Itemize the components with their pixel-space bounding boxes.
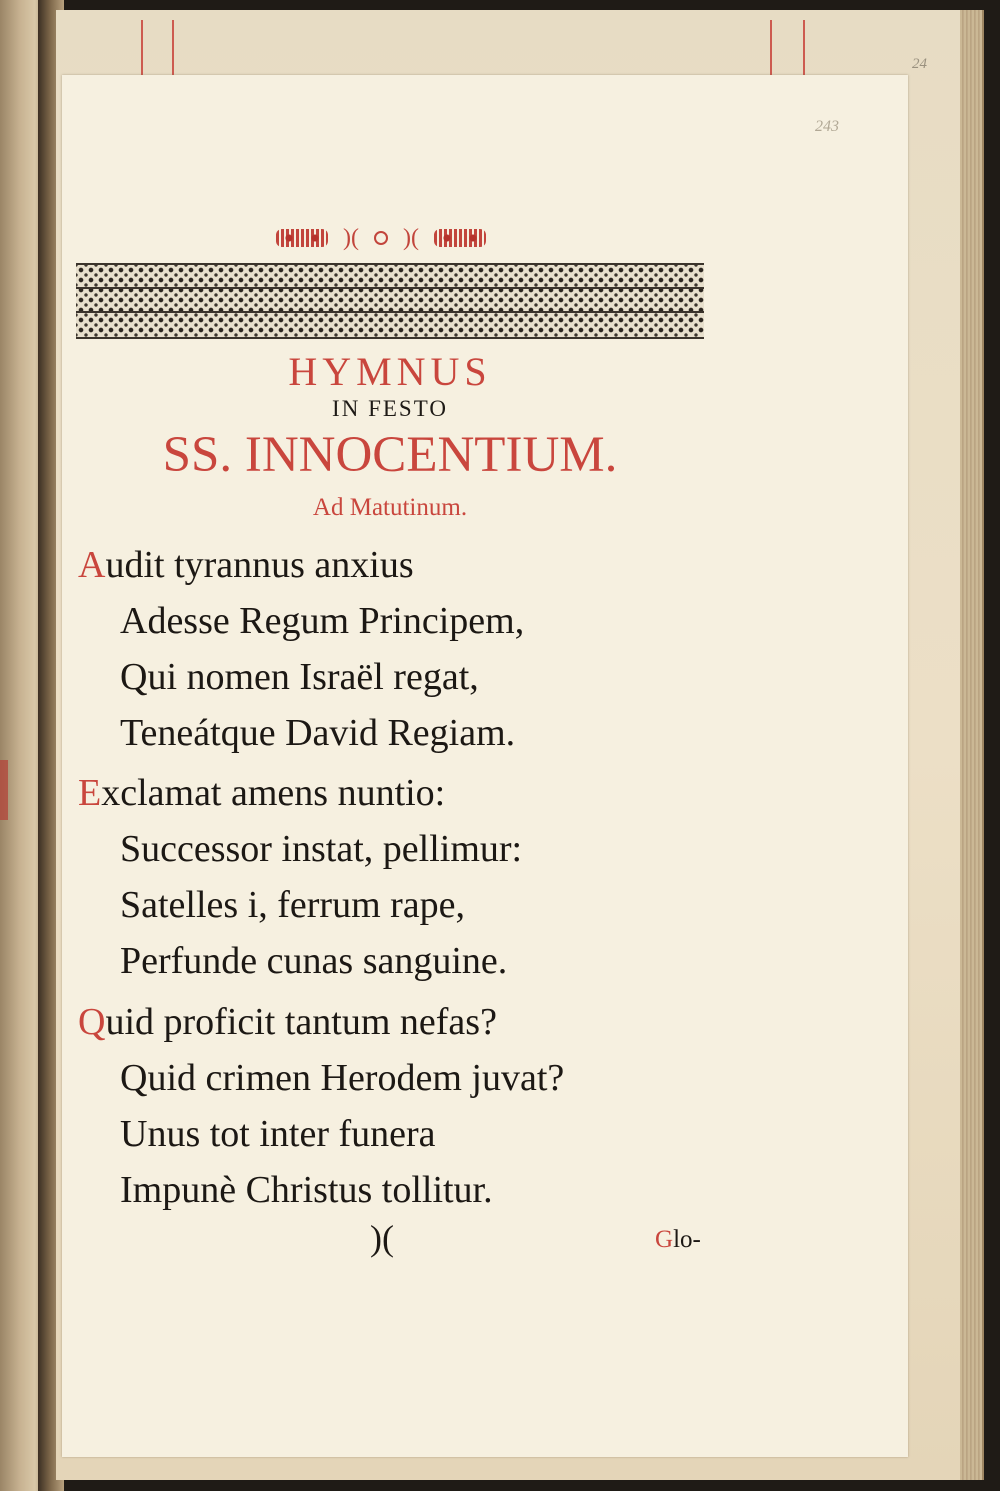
heading-hymnus: HYMNUS xyxy=(288,349,492,394)
margin-rule-left-1 xyxy=(141,20,143,78)
margin-rule-right-2 xyxy=(803,20,805,78)
ornament-block-left xyxy=(276,229,328,247)
ornament-block-right xyxy=(434,229,486,247)
heading-innocentium: SS. INNOCENTIUM. xyxy=(162,427,618,483)
red-initial: Q xyxy=(78,1001,106,1043)
footer-ornament: )( xyxy=(370,1218,394,1258)
stanza-2 xyxy=(78,765,718,989)
heading-matutinum: Ad Matutinum. xyxy=(312,494,468,521)
heading-in-festo: IN FESTO xyxy=(332,396,448,421)
catchword-text: lo- xyxy=(673,1226,701,1253)
catchword-initial: G xyxy=(655,1226,674,1253)
verse-line: Qui nomen Israël regat, xyxy=(120,656,479,698)
band-divider-2 xyxy=(76,311,704,313)
verse-line: Successor instat, pellimur: xyxy=(120,828,523,870)
verse-line: Satelles i, ferrum rape, xyxy=(120,884,466,926)
verse-line xyxy=(78,765,718,821)
ornament-dot xyxy=(374,231,388,245)
page-number-secondary: 243 xyxy=(815,118,839,135)
verse-line: Teneátque David Regiam. xyxy=(120,712,516,754)
verse-line: Impunè Christus tollitur. xyxy=(120,1169,493,1211)
facing-page-rubric-mark xyxy=(0,760,8,820)
page-number: 24 xyxy=(912,56,927,72)
verse-line-text: uid proficit tantum nefas? xyxy=(105,1001,497,1043)
decorative-band xyxy=(76,263,704,339)
verse-line: Perfunde cunas sanguine. xyxy=(120,940,508,982)
verse-line xyxy=(78,537,718,593)
verse-line: Adesse Regum Principem, xyxy=(120,600,525,642)
red-initial: E xyxy=(78,772,102,814)
catchword xyxy=(655,1226,701,1254)
verse-line: Unus tot inter funera xyxy=(120,1113,436,1155)
ornament-glyph-left: )( xyxy=(343,225,359,251)
margin-rule-right-1 xyxy=(770,20,772,78)
verse-line-text: xclamat amens nuntio: xyxy=(101,772,446,814)
band-divider-1 xyxy=(76,287,704,289)
header-ornament xyxy=(276,224,486,252)
verse-line: Quid crimen Herodem juvat? xyxy=(120,1057,565,1099)
stanza-1 xyxy=(78,537,718,761)
ornament-glyph-right: )( xyxy=(402,225,419,251)
verse-line-text: udit tyrannus anxius xyxy=(105,544,414,586)
red-initial: A xyxy=(78,544,106,586)
stanza-3 xyxy=(78,994,718,1218)
verse-line xyxy=(78,994,718,1050)
page-edges xyxy=(960,10,982,1480)
margin-rule-left-2 xyxy=(172,20,174,78)
